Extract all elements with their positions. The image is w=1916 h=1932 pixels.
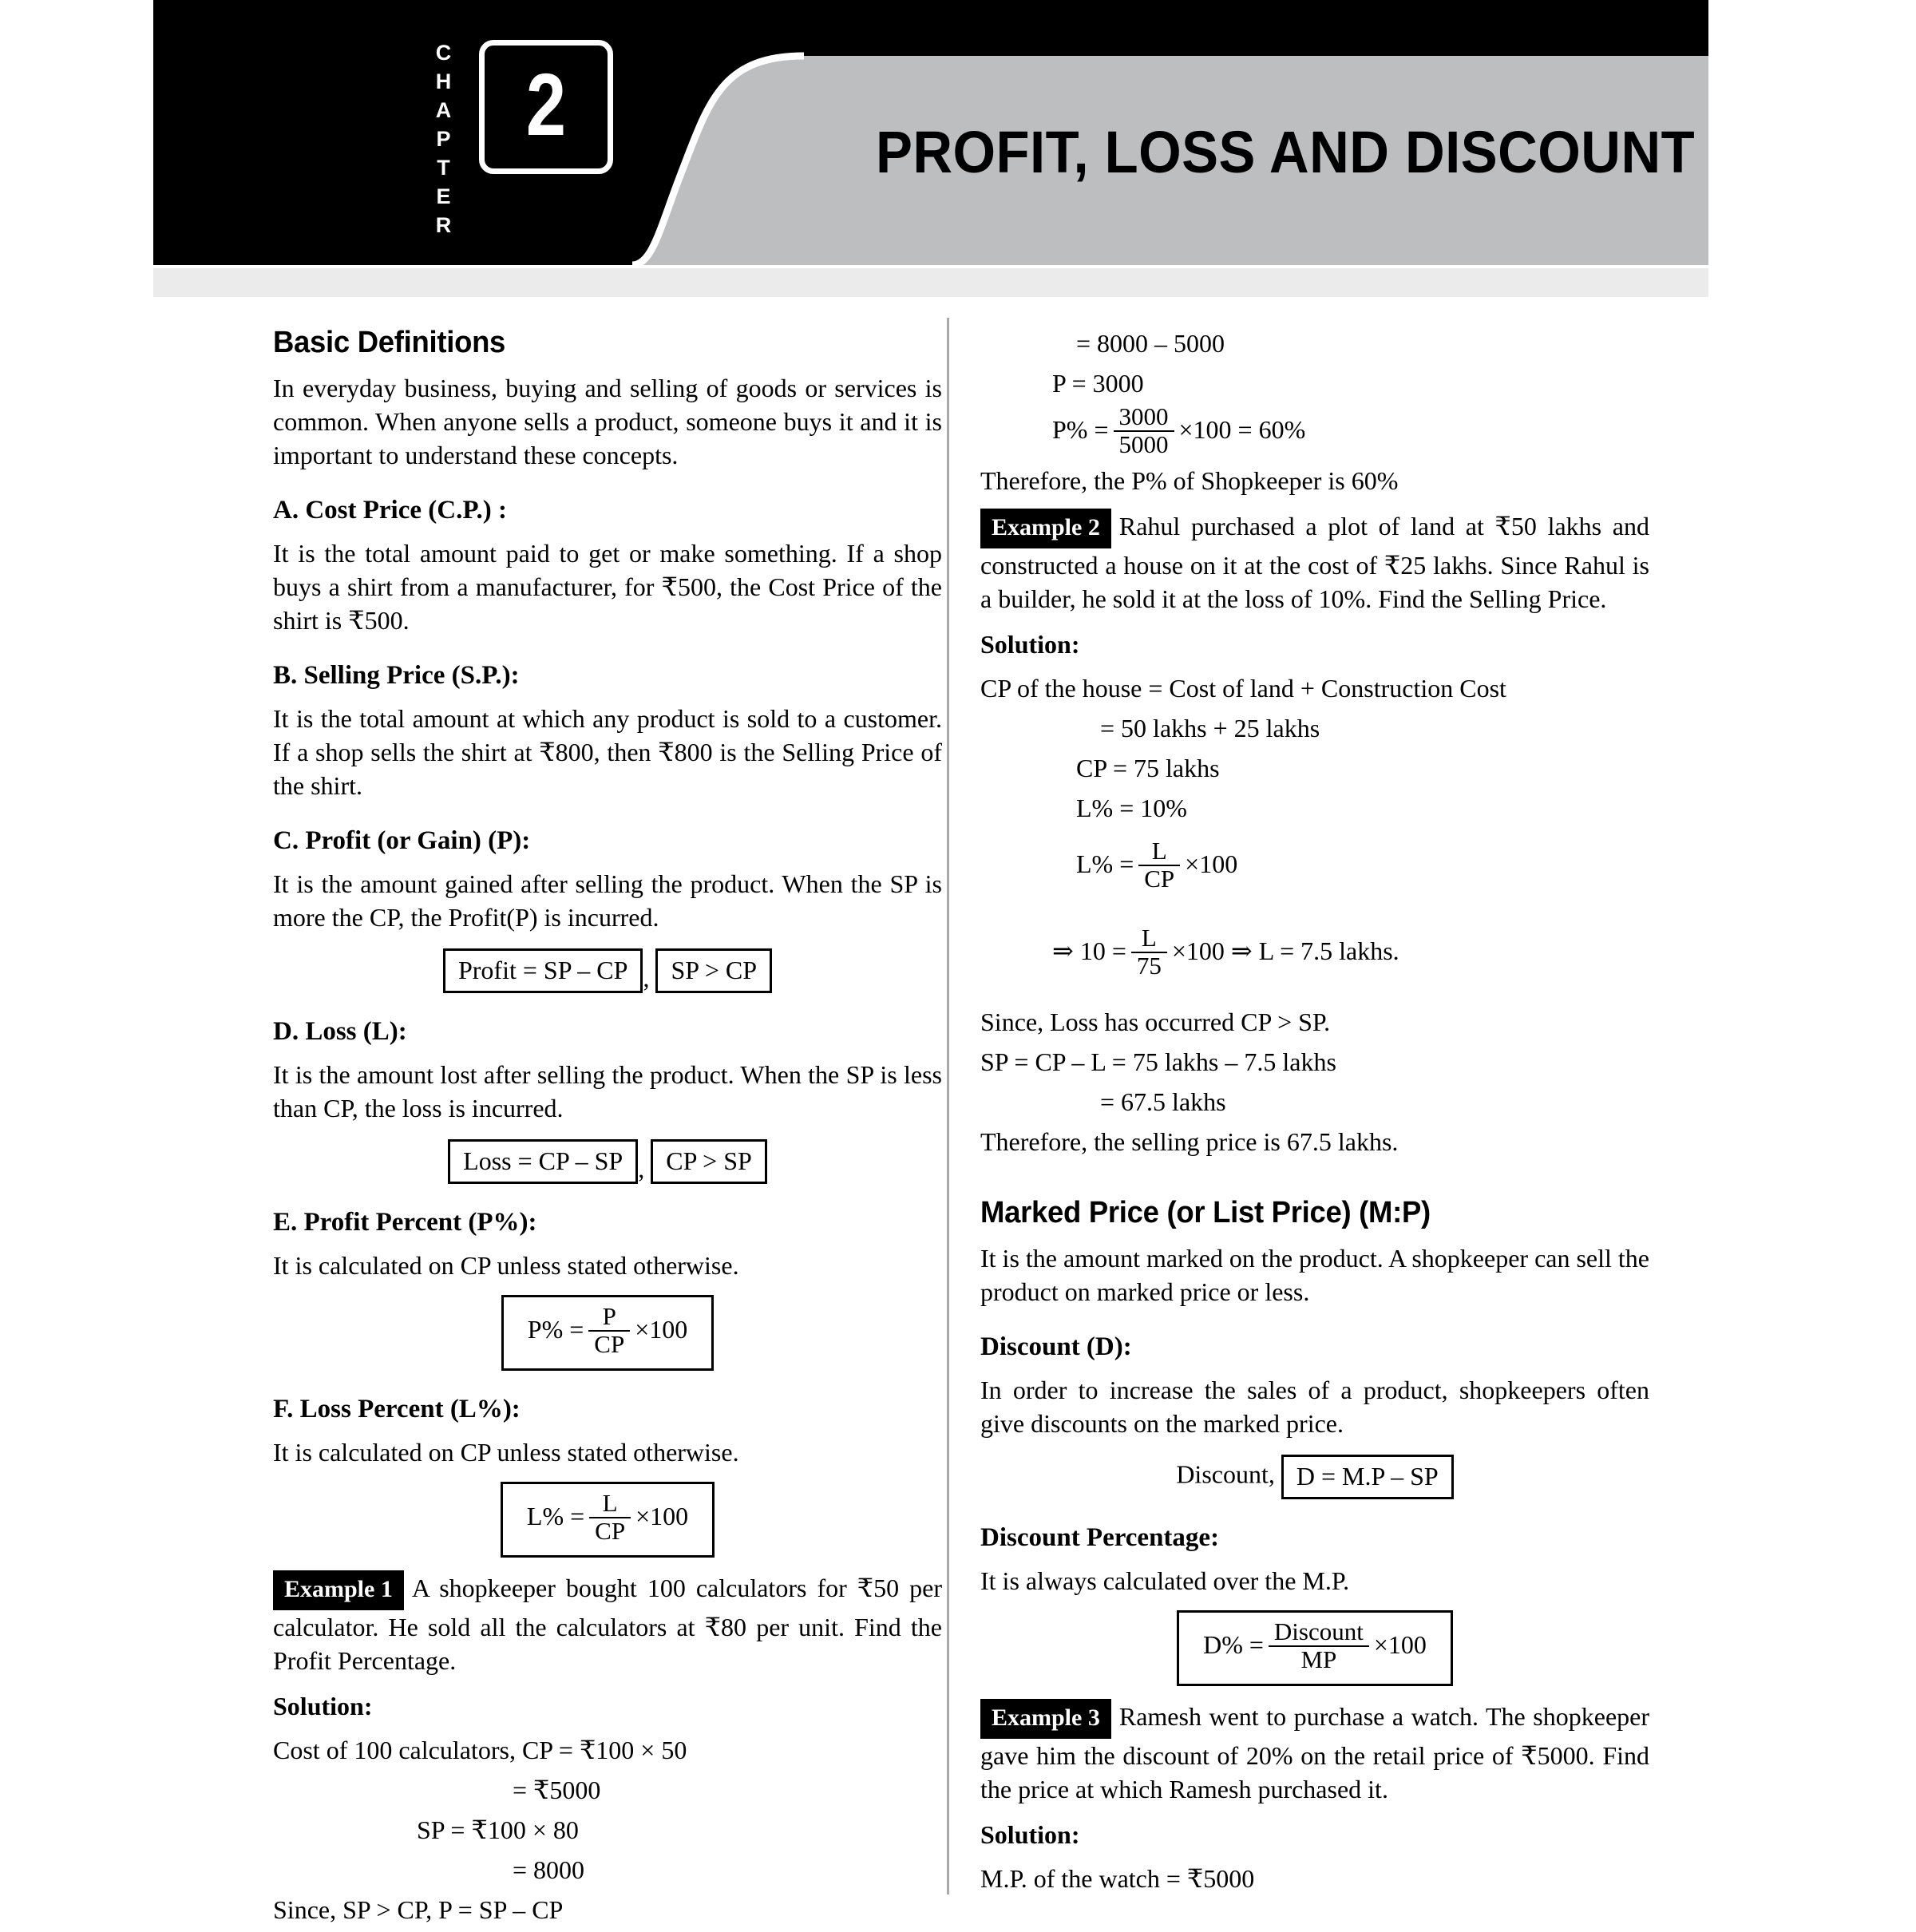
fraction-denominator: 5000 <box>1114 430 1174 458</box>
formula-box-profit-condition: SP > CP <box>655 948 772 993</box>
equation-line: CP of the house = Cost of land + Construction Cost <box>980 674 1506 703</box>
example-1-block <box>273 1570 942 1677</box>
equation-line: = 67.5 lakhs <box>1100 1087 1226 1117</box>
equation-fraction-line <box>980 402 1649 459</box>
formula-box-discount-percent <box>1177 1610 1453 1686</box>
chapter-title: PROFIT, LOSS AND DISCOUNT <box>876 119 1696 185</box>
equation-line: P = 3000 <box>1052 369 1144 398</box>
equation-line: = ₹5000 <box>513 1776 601 1805</box>
chapter-letter: T <box>437 156 451 180</box>
chapter-letter: P <box>436 127 452 151</box>
equation-line: Therefore, the selling price is 67.5 lakhs. <box>980 1127 1399 1157</box>
formula-lhs: L% = <box>1076 849 1134 878</box>
fraction-denominator: CP <box>588 1330 630 1358</box>
heading-basic-definitions: Basic Definitions <box>273 326 506 359</box>
formula-lhs: ⇒ 10 = <box>1052 936 1126 966</box>
paragraph-profit: It is the amount gained after selling the product. When the SP is more the CP, the Profit(P) is incurred. <box>273 869 942 932</box>
formula-box-loss: Loss = CP – SP <box>448 1139 638 1184</box>
paragraph-intro: In everyday business, buying and selling of goods or services is common. When anyone sells a product, someone buys it and it is important to understand these concepts. <box>273 374 942 469</box>
fraction <box>588 1304 630 1357</box>
solution-label-3: Solution: <box>980 1820 1080 1850</box>
column-divider <box>947 318 949 1894</box>
formula-box-loss-condition: CP > SP <box>651 1139 767 1184</box>
chapter-vertical-label <box>428 38 460 240</box>
fraction-numerator: L <box>602 1489 618 1518</box>
formula-separator: , <box>643 964 650 992</box>
example-2-block <box>980 509 1649 616</box>
formula-row-loss-percent <box>273 1482 942 1558</box>
example-1-badge: Example 1 <box>273 1570 404 1610</box>
formula-expression <box>526 1489 689 1545</box>
formula-separator: , <box>638 1154 645 1183</box>
paragraph-loss: It is the amount lost after selling the product. When the SP is less than CP, the loss is incurred. <box>273 1060 942 1122</box>
solution-label-2: Solution: <box>980 630 1080 659</box>
paragraph-profit-percent: It is calculated on CP unless stated otherwise. <box>273 1251 739 1280</box>
paragraph-discount: In order to increase the sales of a product, shopkeepers often give discounts on the marked price. <box>980 1376 1649 1439</box>
formula-expression <box>1203 1617 1427 1673</box>
fraction-numerator: L <box>1151 837 1167 865</box>
equation-line: L% = 10% <box>1076 794 1187 823</box>
formula-expression <box>1076 837 1238 893</box>
equation-fraction-line <box>980 837 1649 893</box>
formula-row-discount <box>980 1455 1649 1499</box>
fraction-denominator: 75 <box>1131 952 1167 980</box>
heading-loss-percent: F. Loss Percent (L%): <box>273 1395 521 1424</box>
equation-line: CP = 75 lakhs <box>1076 754 1220 783</box>
left-column <box>273 326 942 1932</box>
fraction <box>1138 838 1180 892</box>
heading-profit: C. Profit (or Gain) (P): <box>273 826 531 855</box>
discount-label: Discount, <box>1176 1459 1275 1489</box>
formula-rhs: ×100 <box>635 1314 688 1344</box>
equation-line: = 8000 <box>513 1855 585 1885</box>
equation-line: SP = ₹100 × 80 <box>417 1815 579 1845</box>
equation-line: SP = CP – L = 75 lakhs – 7.5 lakhs <box>980 1047 1336 1077</box>
paragraph-cost-price: It is the total amount paid to get or make something. If a shop buys a shirt from a manufacturer, for ₹500, the Cost Price of the shirt is ₹500. <box>273 539 942 635</box>
fraction <box>1269 1619 1369 1673</box>
paragraph-discount-percentage: It is always calculated over the M.P. <box>980 1566 1350 1596</box>
heading-loss: D. Loss (L): <box>273 1017 407 1046</box>
formula-lhs: L% = <box>526 1501 585 1530</box>
header-shelf-band <box>153 268 1708 297</box>
chapter-letter: R <box>435 213 453 237</box>
example-3-badge: Example 3 <box>980 1699 1111 1739</box>
chapter-number: 2 <box>525 56 567 154</box>
chapter-letter: A <box>435 98 453 122</box>
paragraph-loss-percent: It is calculated on CP unless stated otherwise. <box>273 1438 739 1467</box>
heading-discount: Discount (D): <box>980 1332 1132 1362</box>
formula-box-loss-percent <box>501 1482 715 1558</box>
formula-rhs: ×100 <box>1185 849 1238 878</box>
equation-line: = 8000 – 5000 <box>1076 329 1225 358</box>
formula-row-loss <box>273 1139 942 1184</box>
example-3-text: Ramesh went to purchase a watch. The shopkeeper gave him the discount of 20% on the retail price of ₹5000. Find the price at which Ramesh purchased it. <box>980 1702 1649 1804</box>
formula-box-profit-percent <box>501 1295 714 1371</box>
formula-rhs: ×100 <box>635 1501 689 1530</box>
fraction <box>589 1491 631 1544</box>
right-column <box>980 326 1649 1901</box>
formula-expression <box>1052 924 1399 980</box>
formula-row-discount-percent <box>980 1610 1649 1686</box>
formula-row-profit <box>273 948 942 993</box>
formula-lhs: P% = <box>527 1314 584 1344</box>
chapter-header-banner <box>153 0 1708 297</box>
example-1-text: A shopkeeper bought 100 calculators for ₹50 per calculator. He sold all the calculators at ₹80 per unit. Find the Profit Percentage. <box>273 1574 942 1676</box>
paragraph-marked-price: It is the amount marked on the product. A shopkeeper can sell the product on marked price or less. <box>980 1244 1649 1307</box>
solution-label-1: Solution: <box>273 1692 373 1721</box>
chapter-letter: E <box>436 184 452 208</box>
chapter-letter: C <box>435 41 453 65</box>
chapter-number-box <box>479 40 613 174</box>
formula-box-discount: D = M.P – SP <box>1281 1455 1454 1499</box>
heading-cost-price: A. Cost Price (C.P.) : <box>273 496 507 525</box>
example-3-block <box>980 1699 1649 1806</box>
example-2-text: Rahul purchased a plot of land at ₹50 lakhs and constructed a house on it at the cost of ₹25 lakhs. Since Rahul is a builder, he sold it at the loss of 10%. Find the Selling Price. <box>980 512 1649 614</box>
formula-expression <box>1052 402 1306 458</box>
equation-fraction-line <box>980 924 1649 980</box>
equation-line: Since, Loss has occurred CP > SP. <box>980 1008 1331 1037</box>
heading-marked-price: Marked Price (or List Price) (M:P) <box>980 1196 1431 1230</box>
conclusion-example-1: Therefore, the P% of Shopkeeper is 60% <box>980 466 1399 496</box>
formula-lhs: D% = <box>1203 1630 1264 1660</box>
heading-profit-percent: E. Profit Percent (P%): <box>273 1208 537 1237</box>
equation-line: Cost of 100 calculators, CP = ₹100 × 50 <box>273 1736 687 1765</box>
fraction-numerator: P <box>602 1302 616 1330</box>
formula-rhs: ×100 <box>1373 1630 1427 1660</box>
heading-selling-price: B. Selling Price (S.P.): <box>273 661 520 690</box>
formula-row-profit-percent <box>273 1295 942 1371</box>
formula-expression <box>527 1302 688 1358</box>
fraction-denominator: MP <box>1269 1645 1369 1673</box>
example-2-badge: Example 2 <box>980 509 1111 548</box>
heading-discount-percentage: Discount Percentage: <box>980 1523 1220 1553</box>
fraction-denominator: CP <box>1138 865 1180 893</box>
fraction-numerator: Discount <box>1273 1617 1364 1646</box>
fraction-numerator: 3000 <box>1118 402 1169 430</box>
equation-line: = 50 lakhs + 25 lakhs <box>1100 714 1320 743</box>
fraction <box>1131 925 1167 979</box>
formula-rhs: ×100 ⇒ L = 7.5 lakhs. <box>1171 936 1399 966</box>
chapter-letter: H <box>435 69 453 93</box>
fraction <box>1114 404 1174 457</box>
formula-box-profit: Profit = SP – CP <box>443 948 643 993</box>
formula-rhs: ×100 = 60% <box>1178 414 1306 444</box>
paragraph-selling-price: It is the total amount at which any product is sold to a customer. If a shop sells the shirt at ₹800, then ₹800 is the Selling Price of the shirt. <box>273 704 942 800</box>
fraction-numerator: L <box>1141 924 1157 952</box>
formula-lhs: P% = <box>1052 414 1109 444</box>
fraction-denominator: CP <box>589 1517 631 1545</box>
equation-line: Since, SP > CP, P = SP – CP <box>273 1895 564 1925</box>
equation-line: M.P. of the watch = ₹5000 <box>980 1864 1255 1894</box>
